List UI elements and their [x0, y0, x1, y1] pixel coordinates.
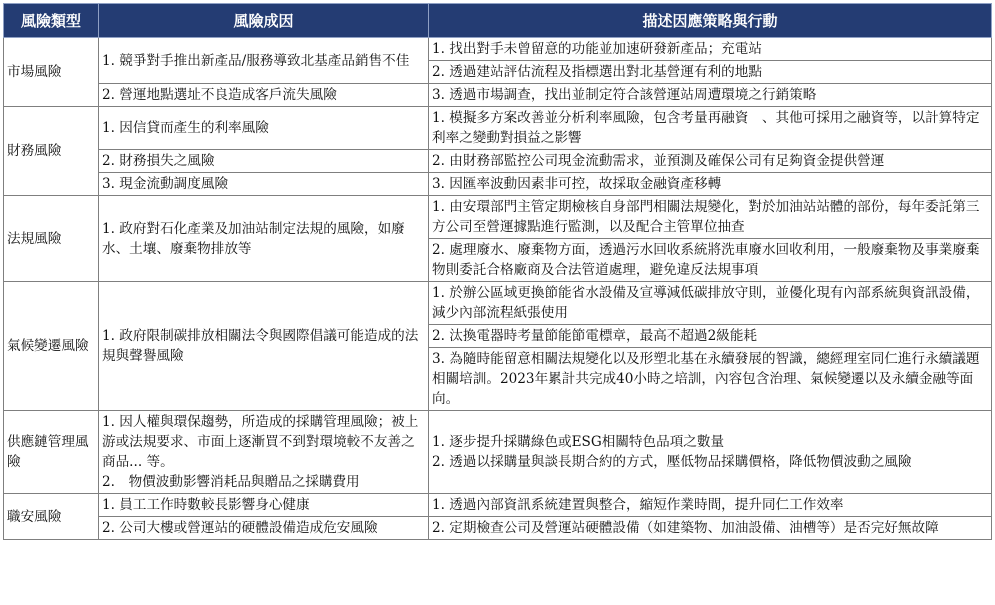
- risk-type-regulatory: 法規風險: [4, 196, 99, 282]
- table-row: [4, 38, 992, 61]
- table-row: [4, 107, 992, 150]
- risk-type-financial: 財務風險: [4, 107, 99, 196]
- header-risk-cause: 風險成因: [99, 4, 429, 38]
- response-action: 2. 定期檢查公司及營運站硬體設備（如建築物、加油設備、油槽等）是否完好無故障: [429, 517, 992, 540]
- risk-type-climate: 氣候變遷風險: [4, 282, 99, 411]
- header-risk-type: 風險類型: [4, 4, 99, 38]
- risk-cause: 1. 因信貸而產生的利率風險: [99, 107, 429, 150]
- header-row: [4, 4, 992, 38]
- risk-cause-line: 2. 物價波動影響消耗品與贈品之採購費用: [102, 474, 360, 490]
- response-action: 1. 模擬多方案改善並分析利率風險，包含考量再融資 、其他可採用之融資等，以計算特定利率之變動對損益之影響: [429, 107, 992, 150]
- response-action: 3. 為隨時能留意相關法規變化以及形塑北基在永續發展的智識，總經理室同仁進行永續議題相關培訓。2023年累計共完成40小時之培訓，內容包含治理、氣候變遷以及永續金融等面向。: [429, 348, 992, 411]
- table-row: [4, 84, 992, 107]
- response-action: 2. 由財務部監控公司現金流動需求，並預測及確保公司有足夠資金提供營運: [429, 150, 992, 173]
- response-action: 2. 處理廢水、廢棄物方面，透過污水回收系統將洗車廢水回收利用，一般廢棄物及事業廢棄物則委託合格廠商及合法管道處理，避免違反法規事項: [429, 239, 992, 282]
- response-action: 3. 透過市場調查，找出並制定符合該營運站周遭環境之行銷策略: [429, 84, 992, 107]
- header-response-strategy: 描述因應策略與行動: [429, 4, 992, 38]
- table-row: [4, 173, 992, 196]
- risk-type-supply-chain: 供應鏈管理風險: [4, 411, 99, 494]
- table-row: [4, 150, 992, 173]
- risk-cause: 2. 營運地點選址不良造成客戶流失風險: [99, 84, 429, 107]
- table-row: [4, 282, 992, 325]
- risk-cause: 2. 公司大樓或營運站的硬體設備造成危安風險: [99, 517, 429, 540]
- risk-cause: 1. 政府對石化產業及加油站制定法規的風險，如廢水、土壤、廢棄物排放等: [99, 196, 429, 282]
- risk-type-market: 市場風險: [4, 38, 99, 107]
- response-action: 1. 找出對手未曾留意的功能並加速研發新產品；充電站: [429, 38, 992, 61]
- risk-cause-line: 1. 因人權與環保趨勢，所造成的採購管理風險；被上游或法規要求、市面上逐漸買不到對環境較不友善之商品... 等。: [102, 414, 419, 470]
- response-action: [429, 411, 992, 494]
- risk-cause: 2. 財務損失之風險: [99, 150, 429, 173]
- response-action: 2. 透過建站評估流程及指標選出對北基營運有利的地點: [429, 61, 992, 84]
- table-row: [4, 411, 992, 494]
- table-row: [4, 517, 992, 540]
- response-action-line: 2. 透過以採購量與談長期合約的方式，壓低物品採購價格，降低物價波動之風險: [432, 454, 912, 470]
- response-action: 1. 於辦公區域更換節能省水設備及宣導減低碳排放守則，並優化現有內部系統與資訊設備，減少內部流程紙張使用: [429, 282, 992, 325]
- risk-cause: 3. 現金流動調度風險: [99, 173, 429, 196]
- response-action: 3. 因匯率波動因素非可控，故採取金融資產移轉: [429, 173, 992, 196]
- response-action: 1. 透過內部資訊系統建置與整合，縮短作業時間，提升同仁工作效率: [429, 494, 992, 517]
- risk-table: [3, 3, 992, 540]
- risk-cause: 1. 政府限制碳排放相關法令與國際倡議可能造成的法規與聲譽風險: [99, 282, 429, 411]
- table-row: [4, 196, 992, 239]
- table-row: [4, 494, 992, 517]
- response-action: 1. 由安環部門主管定期檢核自身部門相關法規變化，對於加油站站體的部份，每年委託第三方公司至營運據點進行監測，以及配合主管單位抽查: [429, 196, 992, 239]
- response-action-line: 1. 逐步提升採購綠色或ESG相關特色品項之數量: [432, 434, 725, 450]
- response-action: 2. 汰換電器時考量節能節電標章，最高不超過2級能耗: [429, 325, 992, 348]
- risk-cause: 1. 員工工作時數較長影響身心健康: [99, 494, 429, 517]
- risk-cause: [99, 411, 429, 494]
- risk-type-occupational-safety: 職安風險: [4, 494, 99, 540]
- risk-cause: 1. 競爭對手推出新產品/服務導致北基產品銷售不佳: [99, 38, 429, 84]
